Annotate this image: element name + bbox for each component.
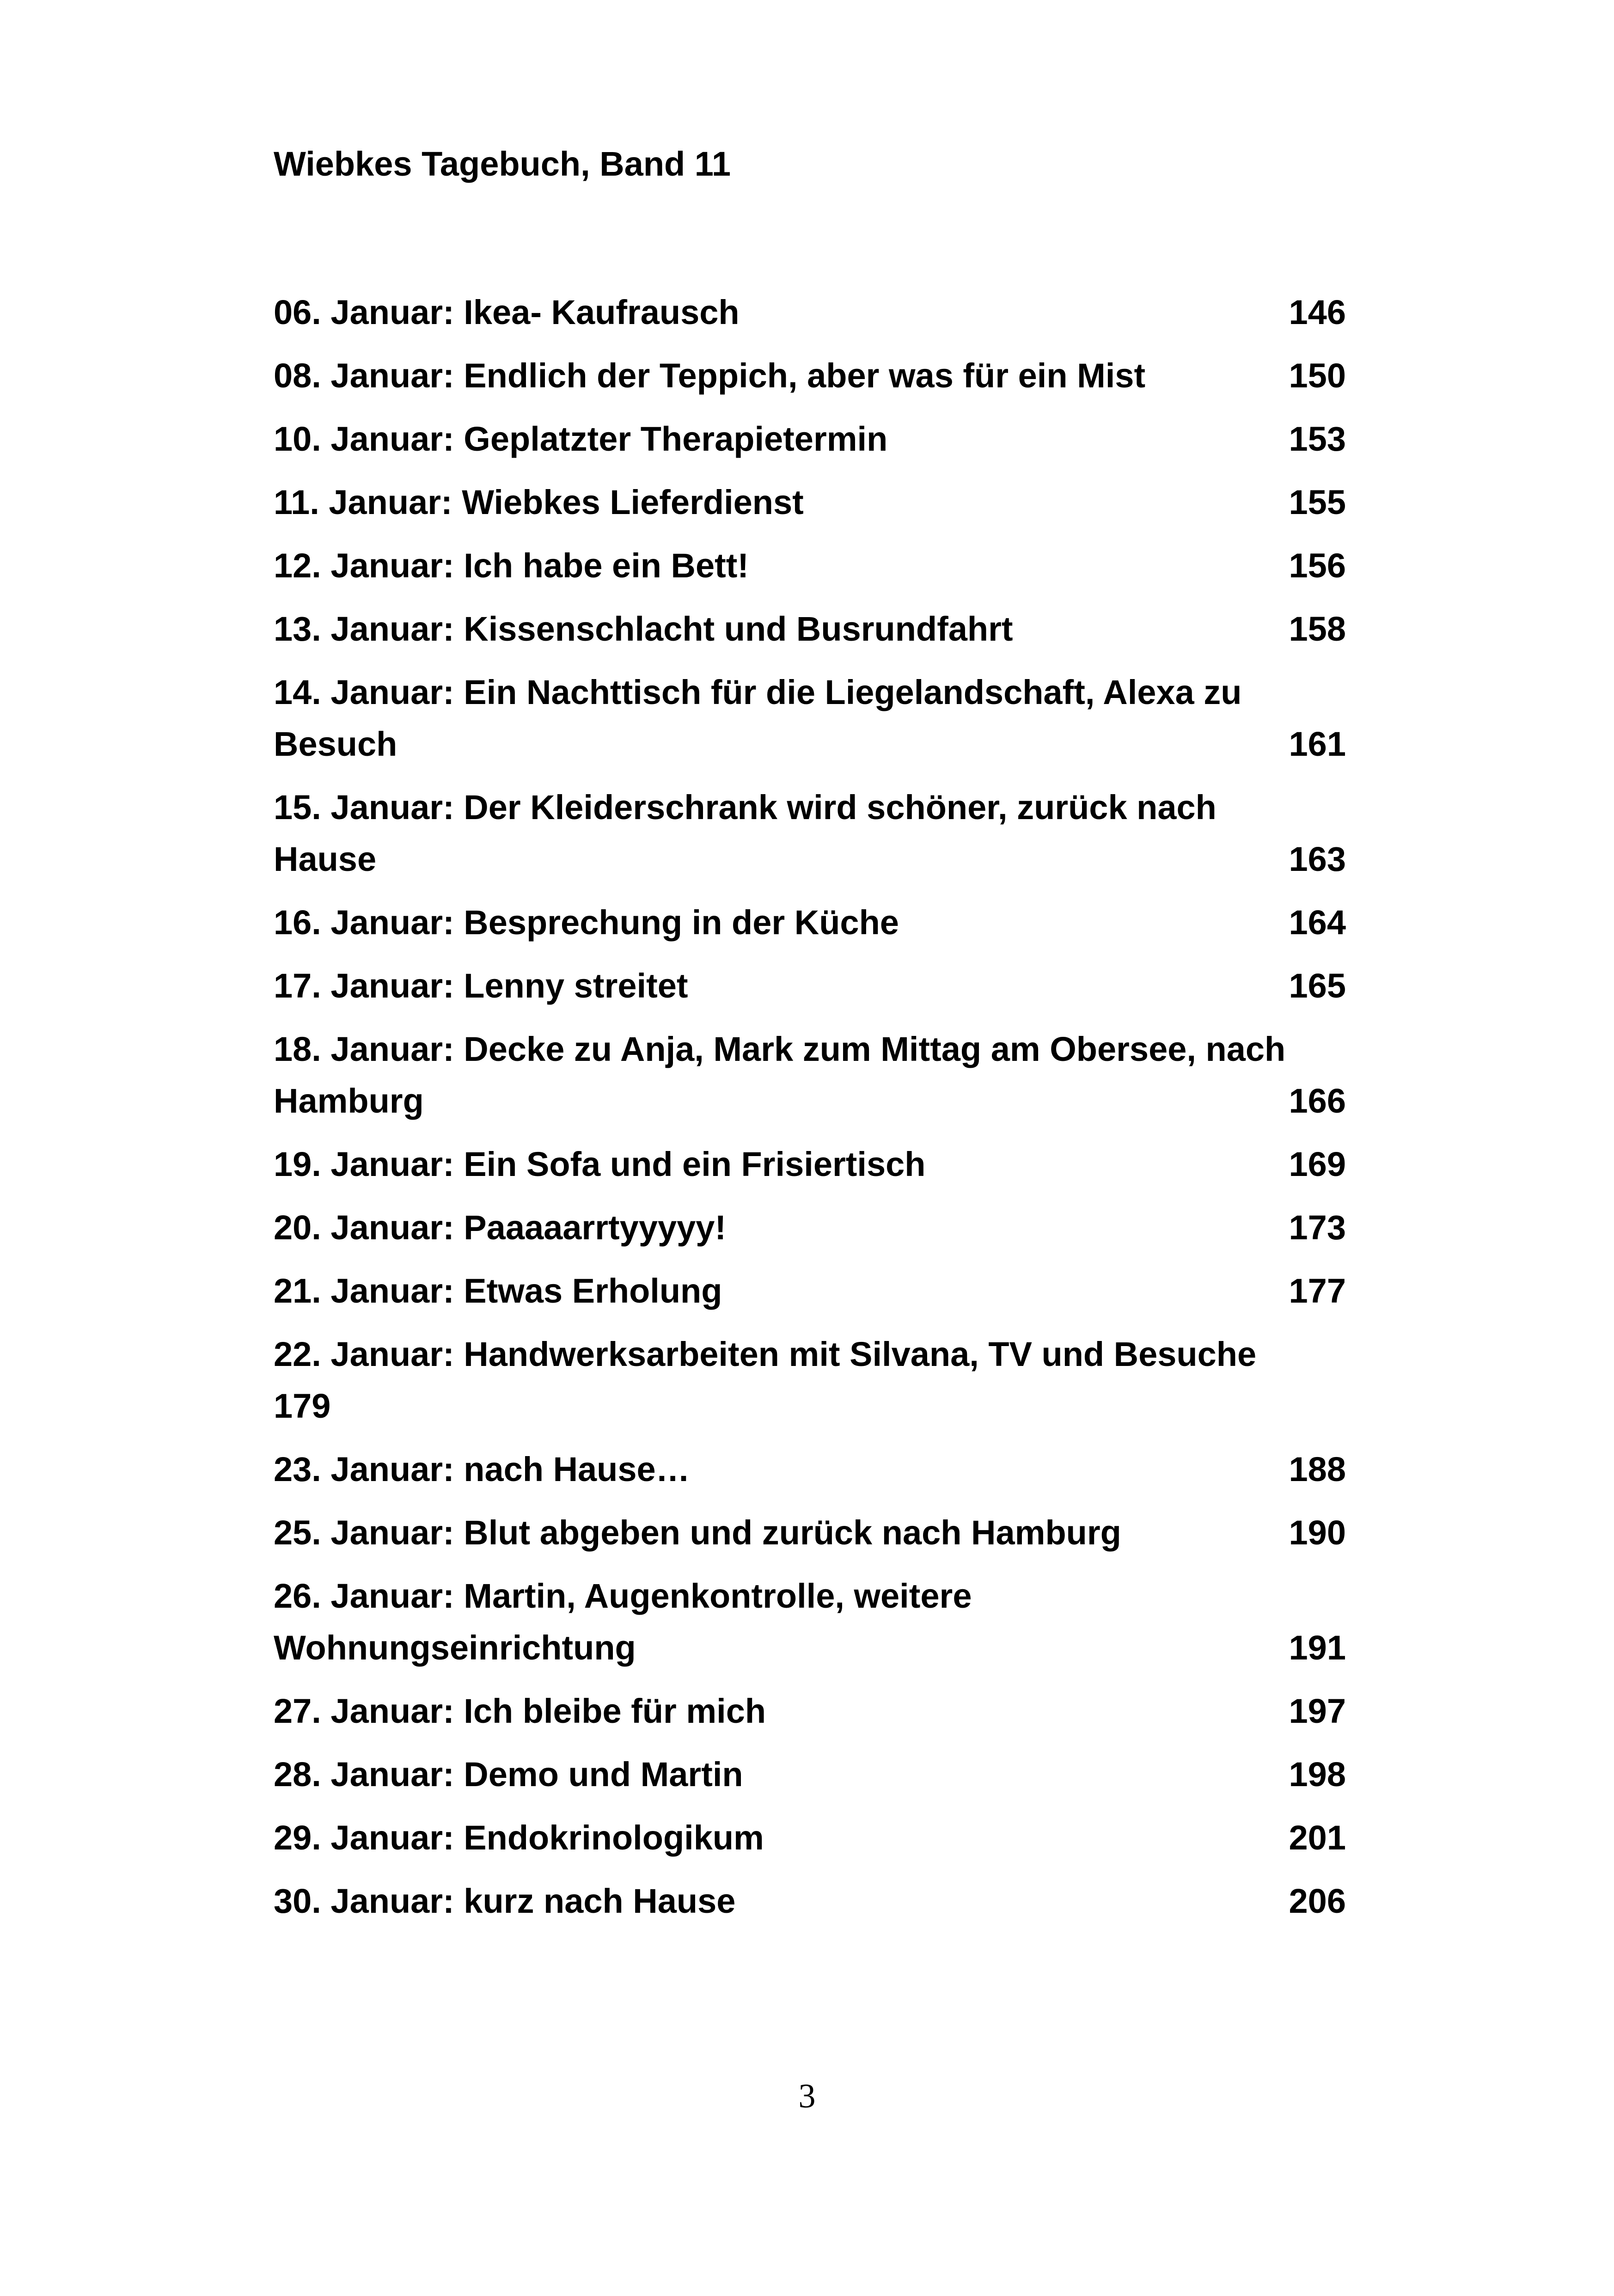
- toc-entry: [274, 1685, 1346, 1737]
- toc-entry: [274, 1139, 1346, 1190]
- toc-entry-title: 16. Januar: Besprechung in der Küche: [274, 903, 899, 942]
- toc-entry-page-number: 173: [1289, 1208, 1346, 1247]
- toc-entry-page-number: 169: [1289, 1145, 1346, 1183]
- toc-entry: [274, 540, 1346, 592]
- toc-entry-title: 15. Januar: Der Kleiderschrank wird schöner, zurück nach Hause: [274, 788, 1217, 878]
- toc-entry-title: 28. Januar: Demo und Martin: [274, 1755, 743, 1794]
- toc-entry-title: 17. Januar: Lenny streitet: [274, 967, 688, 1005]
- toc-entry: [274, 1265, 1346, 1317]
- toc-entry: [274, 960, 1346, 1012]
- toc-entry-title: 13. Januar: Kissenschlacht und Busrundfahrt: [274, 610, 1013, 648]
- toc-entry: [274, 1749, 1346, 1800]
- toc-entry-page-number: 158: [1289, 610, 1346, 648]
- toc-entry-title: 23. Januar: nach Hause…: [274, 1450, 690, 1488]
- toc-entry-title: 22. Januar: Handwerksarbeiten mit Silvana, TV und Besuche 179: [274, 1335, 1257, 1425]
- toc-entry-title: 30. Januar: kurz nach Hause: [274, 1882, 736, 1920]
- toc-entry-page-number: 198: [1289, 1755, 1346, 1794]
- toc-entry-title: 14. Januar: Ein Nachttisch für die Liegelandschaft, Alexa zu Besuch: [274, 673, 1242, 763]
- toc-entry: [274, 603, 1346, 655]
- toc-entry-page-number: 164: [1289, 903, 1346, 942]
- toc-entry-page-number: 191: [1289, 1629, 1346, 1667]
- toc-entry: [274, 782, 1346, 885]
- toc-entry: [274, 1329, 1346, 1432]
- toc-entry: [274, 1507, 1346, 1559]
- toc-entry: [274, 1444, 1346, 1495]
- toc-entry-page-number: 161: [1289, 725, 1346, 763]
- toc-entry-page-number: 165: [1289, 967, 1346, 1005]
- toc-entry: [274, 1875, 1346, 1927]
- toc-entry-page-number: 201: [1289, 1818, 1346, 1857]
- toc-entry-page-number: 166: [1289, 1082, 1346, 1120]
- toc-entry-page-number: 155: [1289, 483, 1346, 521]
- toc-entry-title: 29. Januar: Endokrinologikum: [274, 1818, 764, 1857]
- toc-entry-page-number: 156: [1289, 546, 1346, 585]
- toc-entry: [274, 350, 1346, 402]
- toc-entry-page-number: 153: [1289, 420, 1346, 458]
- toc-entry-page-number: 197: [1289, 1692, 1346, 1730]
- toc-entry: [274, 1570, 1346, 1674]
- toc-entry-title: 20. Januar: Paaaaarrtyyyyy!: [274, 1208, 727, 1247]
- toc-entry-title: 18. Januar: Decke zu Anja, Mark zum Mittag am Obersee, nach Hamburg: [274, 1030, 1286, 1120]
- toc-entry-title: 11. Januar: Wiebkes Lieferdienst: [274, 483, 804, 521]
- toc-entry-page-number: 177: [1289, 1272, 1346, 1310]
- toc-entry: [274, 667, 1346, 770]
- toc-entry-page-number: 146: [1289, 293, 1346, 331]
- toc-entry-title: 26. Januar: Martin, Augenkontrolle, weitere Wohnungseinrichtung: [274, 1577, 972, 1667]
- toc-entry-title: 25. Januar: Blut abgeben und zurück nach Hamburg: [274, 1513, 1121, 1552]
- toc-entry-page-number: 163: [1289, 840, 1346, 878]
- toc-entry: [274, 1023, 1346, 1127]
- toc-entry-title: 21. Januar: Etwas Erholung: [274, 1272, 722, 1310]
- toc-entry: [274, 287, 1346, 338]
- toc-entry-title: 10. Januar: Geplatzter Therapietermin: [274, 420, 888, 458]
- toc-entry-title: 27. Januar: Ich bleibe für mich: [274, 1692, 766, 1730]
- toc-entry: [274, 1812, 1346, 1864]
- toc-entry-page-number: 190: [1289, 1513, 1346, 1552]
- book-title: Wiebkes Tagebuch, Band 11: [274, 145, 731, 183]
- toc-entry-title: 08. Januar: Endlich der Teppich, aber was für ein Mist: [274, 356, 1146, 395]
- toc-entry: [274, 477, 1346, 528]
- toc-entry-title: 19. Januar: Ein Sofa und ein Frisiertisch: [274, 1145, 926, 1183]
- toc-entry-page-number: 206: [1289, 1882, 1346, 1920]
- page-number: 3: [798, 2077, 816, 2115]
- toc-entry: [274, 413, 1346, 465]
- toc-entry-page-number: 150: [1289, 356, 1346, 395]
- toc-entry: [274, 1202, 1346, 1254]
- toc-entry-title: 12. Januar: Ich habe ein Bett!: [274, 546, 749, 585]
- toc-entry-page-number: 188: [1289, 1450, 1346, 1488]
- toc-entry: [274, 897, 1346, 949]
- toc-entry-title: 06. Januar: Ikea- Kaufrausch: [274, 293, 740, 331]
- table-of-contents: [274, 287, 1346, 1939]
